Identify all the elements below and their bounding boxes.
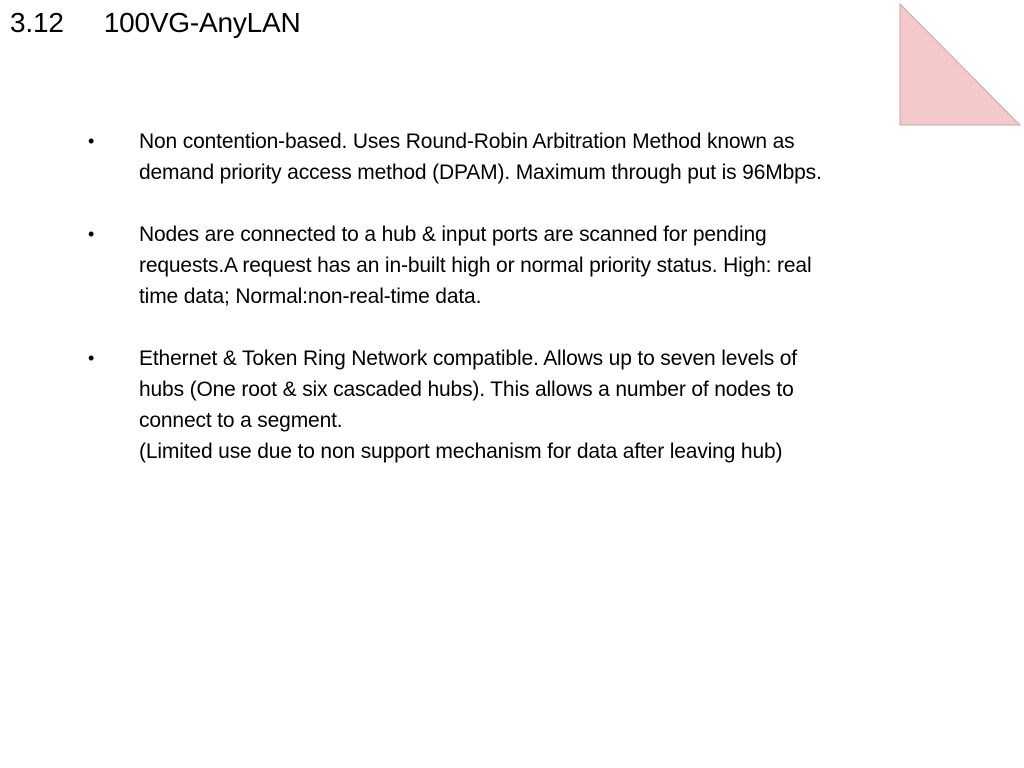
section-title: 100VG-AnyLAN <box>103 7 301 38</box>
bullet-line: Non contention-based. Uses Round-Robin Arbitration Method known as <box>139 130 795 153</box>
bullet-item <box>88 343 928 467</box>
bullet-marker: • <box>88 348 95 368</box>
bullet-item <box>88 126 928 188</box>
bullet-line: connect to a segment. <box>139 409 343 432</box>
bullet-line: hubs (One root & six cascaded hubs). This allows a number of nodes to <box>139 378 794 401</box>
bullet-marker: • <box>88 131 95 151</box>
bullet-line: demand priority access method (DPAM). Maximum through put is 96Mbps. <box>139 161 822 184</box>
bullet-line: (Limited use due to non support mechanism for data after leaving hub) <box>139 440 783 463</box>
bullet-text <box>139 219 811 312</box>
corner-triangle-decoration <box>899 3 1021 126</box>
bullet-marker: • <box>88 224 95 244</box>
bullet-text <box>139 126 822 188</box>
slide-title <box>10 6 301 40</box>
bullet-line: Nodes are connected to a hub & input ports are scanned for pending <box>139 223 767 246</box>
bullet-list <box>88 126 928 498</box>
bullet-line: Ethernet & Token Ring Network compatible. Allows up to seven levels of <box>139 347 797 370</box>
bullet-line: requests.A request has an in-built high or normal priority status. High: real <box>139 254 812 277</box>
bullet-item <box>88 219 928 312</box>
section-number: 3.12 <box>10 7 64 38</box>
bullet-line: time data; Normal:non-real-time data. <box>139 285 482 308</box>
bullet-text <box>139 343 797 467</box>
